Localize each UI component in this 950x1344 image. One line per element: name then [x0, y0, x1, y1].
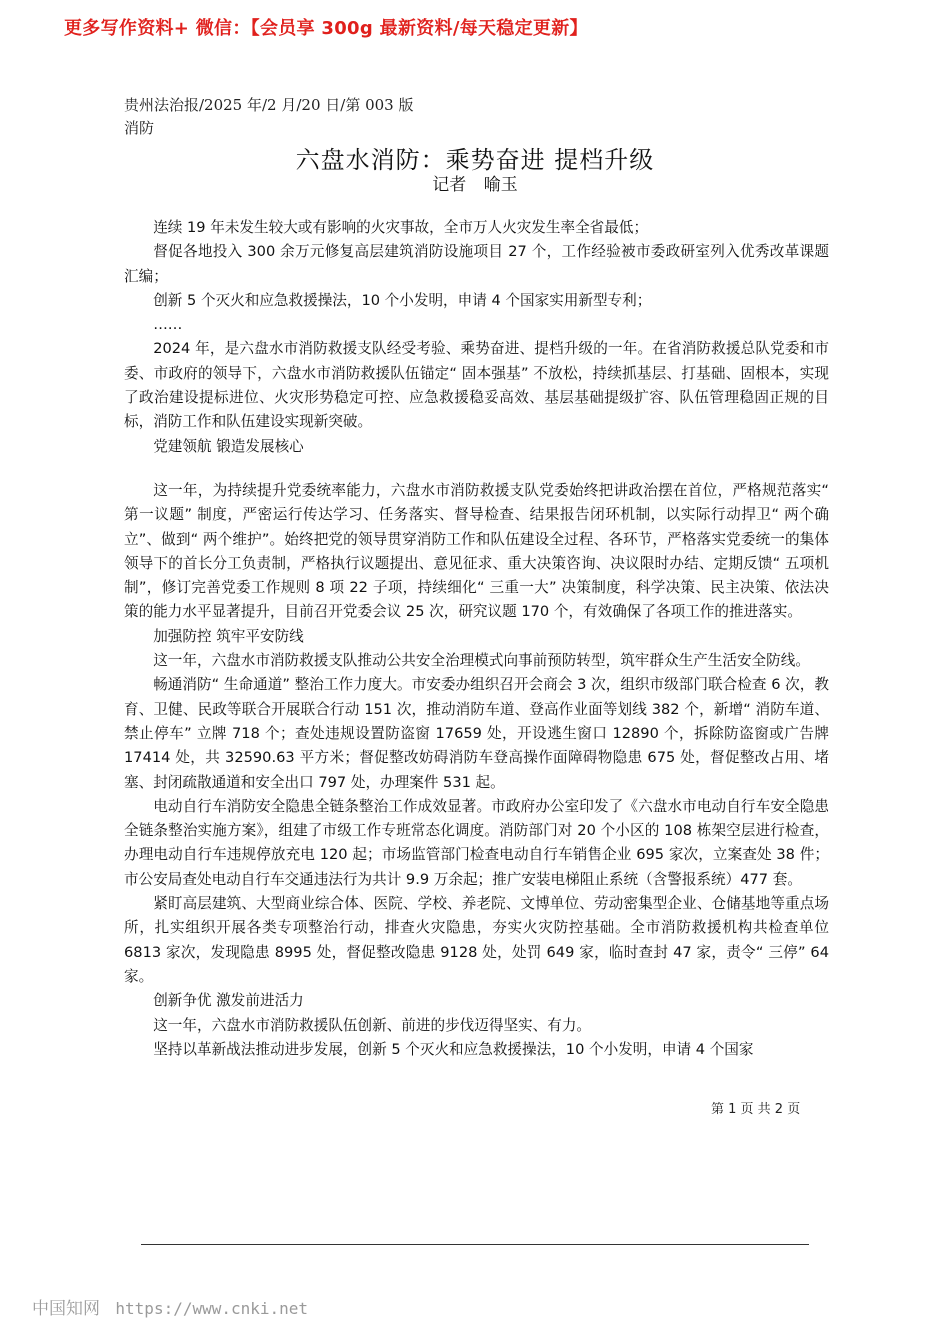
byline-role: 记者 — [432, 175, 467, 195]
cnki-logo-text: 中国知网 — [32, 1299, 100, 1319]
paragraph: 连续 19 年未发生较大或有影响的火灾事故，全市万人火灾发生率全省最低； — [153, 219, 649, 236]
paragraph: 这一年，六盘水市消防救援队伍创新、前进的步伐迈得坚实、有力。 — [153, 1016, 592, 1034]
page-indicator: 第 1 页 共 2 页 — [711, 1102, 801, 1117]
footer — [32, 1294, 308, 1319]
section-heading: 加强防控 筑牢平安防线 — [153, 627, 304, 645]
paragraph: 电动自行车消防安全隐患全链条整治工作成效显著。市政府办公室印发了《六盘水市电动自行车安全隐患全链条整治实施方案》，组建了市级工作专班常态化调度。消防部门对 20 个小区的 108 栋架空层进行检查，办理电动自行车违规停放充电 120 起；市场监管部门检查电动自行车销售企业 695 家次，立案查处 38 件；市公安局查处电动自行车交通违法行为共计 9.9 万余起；推广安装电梯阻止系统（含警报系统）477 套。 — [124, 797, 829, 888]
footer-divider — [141, 1244, 809, 1245]
paragraph: 这一年，六盘水市消防救援支队推动公共安全治理模式向事前预防转型，筑牢群众生产生活安全防线。 — [153, 652, 810, 670]
section-heading: 党建领航 锻造发展核心 — [153, 437, 304, 455]
paragraph-spacer — [124, 459, 829, 479]
article-title: 六盘水消防：乘势奋进 提档升级 — [295, 146, 655, 174]
paragraph: …… — [153, 316, 183, 334]
paragraph: 紧盯高层建筑、大型商业综合体、医院、学校、养老院、文博单位、劳动密集型企业、仓储基地等重点场所，扎实组织开展各类专项整治行动，排查火灾隐患，夯实火灾防控基础。全市消防救援机构共检查单位 6813 家次，发现隐患 8995 处，督促整改隐患 9128 处，处罚 649 家，临时查封 47 家，责令“ 三停” 64 家。 — [124, 895, 829, 985]
article-body — [124, 216, 829, 1062]
paragraph: 2024 年，是六盘水市消防救援支队经受考验、乘势奋进、提档升级的一年。在省消防救援总队党委和市委、市政府的领导下，六盘水市消防救援队伍锚定“ 固本强基” 不放松，持续抓基层、打基础、固根本，实现了政治建设提标进位、火灾形势稳定可控、应急救援稳妥高效、基层基础提级扩容、队伍管理稳固正规的目标，消防工作和队伍建设实现新突破。 — [124, 340, 829, 431]
paragraph: 创新 5 个灭火和应急救援操法，10 个小发明，申请 4 个国家实用新型专利； — [153, 291, 652, 309]
byline — [0, 170, 950, 195]
footer-url[interactable]: https://www.cnki.net — [115, 1299, 309, 1318]
paragraph: 督促各地投入 300 余万元修复高层建筑消防设施项目 27 个，工作经验被市委政研室列入优秀改革课题汇编； — [124, 243, 829, 285]
paragraph: 畅通消防“ 生命通道” 整治工作力度大。市安委办组织召开会商会 3 次，组织市级部门联合检查 6 次，教育、卫健、民政等联合开展联合行动 151 次，推动消防车道、登高作业面等划线 382 个，新增“ 消防车道、禁止停车” 立牌 718 个；查处违规设置防盗窗 17659 处，开设逃生窗口 12890 个，拆除防盗窗或广告牌 17414 处，共 32590.63 平方米；督促整改妨碍消防车登高操作面障碍物隐患 675 处，督促整改占用、堵塞、封闭疏散通道和安全出口 797 处，办理案件 531 起。 — [124, 676, 829, 791]
paragraph: 坚持以革新战法推动进步发展，创新 5 个灭火和应急救援操法，10 个小发明，申请 4 个国家 — [153, 1040, 754, 1058]
promo-banner: 更多写作资料+ 微信：【会员享 300g 最新资料/每天稳定更新】 — [64, 18, 588, 39]
paragraph: 这一年，为持续提升党委统率能力，六盘水市消防救援支队党委始终把讲政治摆在首位，严格规范落实“ 第一议题” 制度，严密运行传达学习、任务落实、督导检查、结果报告闭环机制，以实际行动捍卫“ 两个确立”、做到“ 两个维护”。始终把党的领导贯穿消防工作和队伍建设全过程、各环节，严格落实党委统一的集体领导下的首长分工负责制，严格执行议题提出、意见征求、重大决策咨询、决议限时办结、定期反馈“ 五项机制”，修订完善党委工作规则 8 项 22 子项，持续细化“ 三重一大” 决策制度，科学决策、民主决策、依法决策的能力水平显著提升，目前召开党委会议 25 次，研究议题 170 个，有效确保了各项工作的推进落实。 — [124, 481, 829, 621]
section-heading: 创新争优 激发前进活力 — [153, 992, 304, 1010]
source-line: 贵州法治报/2025 年/2 月/20 日/第 003 版消防 — [124, 96, 414, 137]
byline-name: 喻玉 — [483, 175, 518, 195]
